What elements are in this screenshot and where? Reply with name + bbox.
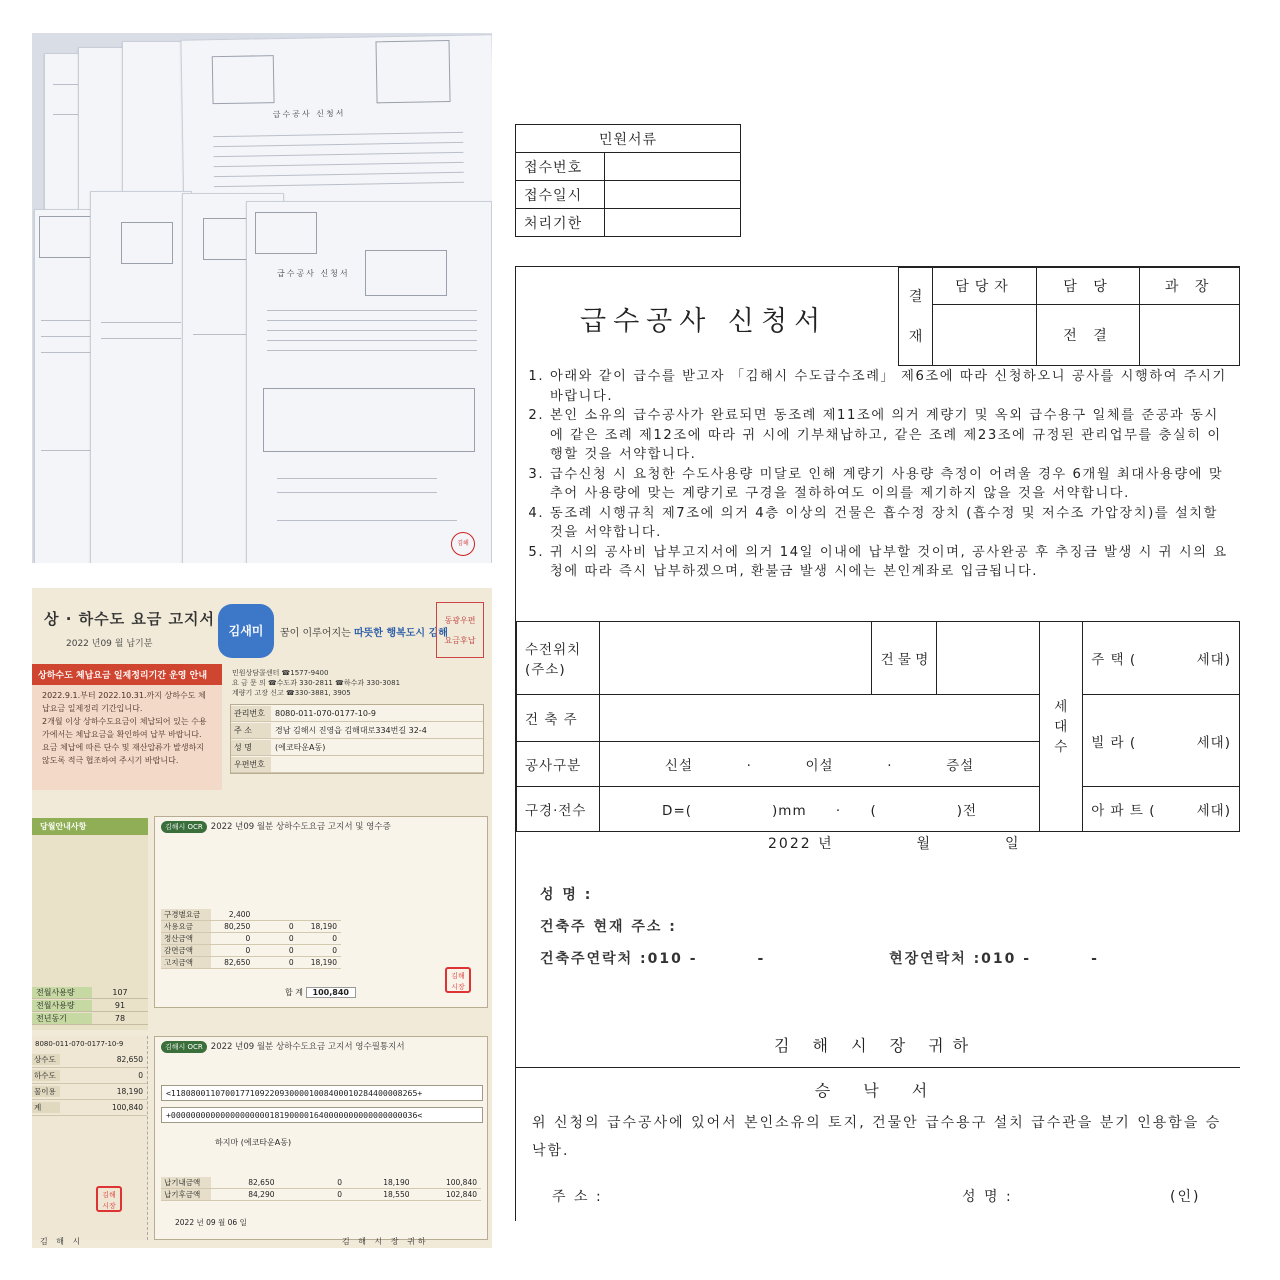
consent-seal-mark: (인) [1170, 1189, 1201, 1205]
postage-mark: 동광우편 요금후납 [436, 602, 484, 658]
deadline-label: 처리기한 [516, 209, 605, 237]
approval-col-chief: 과 장 [1140, 268, 1240, 305]
city-slogan: 꿈이 이루어지는 따뜻한 행복도시 김해 [280, 628, 448, 639]
application-grid [516, 621, 1240, 832]
bill-footer-right: 김 해 시 장 귀하 [342, 1237, 429, 1246]
photo-stacked-forms [32, 33, 492, 563]
receipt-datetime-label: 접수일시 [516, 181, 605, 209]
consent-section [516, 1067, 1240, 1205]
bill-title: 상 · 하수도 요금 고지서 [44, 610, 215, 628]
total-amount: 합 계 100,840 [285, 987, 356, 998]
deadline-field[interactable] [605, 209, 741, 237]
mascot-logo: 김새미 [218, 604, 274, 658]
caliber-field[interactable]: D=( )mm · ( )전 [599, 787, 1039, 832]
clause-1: 1. 아래와 같이 급수를 받고자 「김해시 수도급수조례」 제6조에 따라 신청하오니 공사를 시행하여 주시기 바랍니다. [550, 367, 1232, 406]
approval-side: 결 재 [899, 268, 933, 366]
photo-water-bill [32, 588, 492, 1248]
option-new[interactable]: 신설 [664, 758, 694, 774]
amount-table: 구경별요금 2,400 사용요금 80,250 0 18,190 정산금액 0 0 0 감면금액 0 0 0 고지금액 82,650 0 18,190 [161, 909, 341, 969]
due-amounts: 납기내금액 82,650 0 18,190 100,840 납기후금액 84,290 0 18,550 102,840 [161, 1177, 481, 1201]
clause-2: 2. 본인 소유의 급수공사가 완료되면 동조례 제11조에 의거 계량기 및 옥외 급수용구 일체를 준공과 동시에 같은 조례 제12조에 따라 귀 시에 기부채납하고, 같은 조례 제23조에 규정된 관리업무를 충실히 이행할 것을 서약합니다. [550, 406, 1232, 465]
households-label: 세 대 수 [1040, 622, 1083, 832]
clause-3: 3. 급수신청 시 요청한 수도사용량 미달로 인해 계량기 사용량 측정이 어려울 경우 6개월 최대사용량에 맞추어 사용량에 맞는 계량기로 구경을 절하하여도 이의를 제기하지 않을 것을 서약합니다. [550, 465, 1232, 504]
customer-info-table: 관리번호 8080-011-070-0177-10-9 주 소 경남 김해시 진영읍 김해대로334번길 32-4 성 명 (에코타운A동) 우편번호 [230, 704, 484, 774]
sheet-title: 급수공사 신청서 [272, 108, 346, 120]
overdue-notice: 상하수도 체납요금 일제정리기간 운영 안내 2022.9.1.부터 2022.10.31.까지 상하수도 체납요금 일제정리 기간입니다. 2개월 이상 상하수도요금이 체납되어 있는 수용가에서는 체납요금을 확인하여 납부 바랍니다. 요금 체납에 따른 단수 및 재산압류가 발생하지 않도록 적극 협조하여 주시기 바랍니다. [32, 664, 222, 790]
application-date: 2022 년 월 일 [768, 836, 1021, 852]
payer-name: 하지마 (에코타운A동) [215, 1138, 292, 1147]
clause-4: 4. 동조례 시행규칙 제7조에 의거 4층 이상의 건물은 흡수정 장치 (흡수정 및 저수조 가압장치)를 설치할것을 서약합니다. [550, 504, 1232, 543]
applicant-name-label: 성 명 : [540, 887, 593, 903]
villa-count[interactable]: 빌 라 ( 세대) [1083, 695, 1240, 787]
receipt-number-label: 접수번호 [516, 153, 605, 181]
option-expand[interactable]: 증설 [946, 758, 975, 774]
clerk-table [515, 124, 741, 237]
caliber-label: 구경·전수 [517, 787, 600, 832]
approval-col-staff: 담당자 [933, 268, 1037, 305]
bill-period: 2022 년09 월 납기분 [66, 639, 153, 649]
form-title: 급수공사 신청서 [580, 306, 828, 337]
apartment-count[interactable]: 아 파 트 ( 세대) [1083, 787, 1240, 832]
clause-5: 5. 귀 시의 공사비 납부고지서에 의거 14일 이내에 납부할 것이며, 공사완공 후 추징금 발생 시 귀 시의 요청에 따라 즉시 납부하겠으며, 환불금 발생 시에는 본인계좌로 입금됩니다. [550, 543, 1232, 582]
location-field[interactable] [599, 622, 872, 695]
receipt-date: 2022 년 09 월 06 일 [175, 1218, 247, 1227]
consent-title: 승 낙 서 [814, 1081, 942, 1100]
receipt-number-field[interactable] [605, 153, 741, 181]
ocr-code-line: +00000000000000000000181900001640000000000000000036< [161, 1107, 483, 1123]
monthly-guide: 당월안내사항 [32, 818, 148, 1030]
location-label: 수전위치 (주소) [517, 622, 600, 695]
sheet-title: 급수공사 신청서 [277, 269, 350, 278]
bill-footer-left: 김 해 시 [40, 1237, 84, 1246]
contact-line: 건축주연락처 :010 - - 현장연락처 :010 - - [540, 951, 1099, 967]
terms-clauses [526, 367, 1232, 582]
application-body [515, 266, 1240, 1221]
payment-confirmation: 김해시 OCR 2022 년09 월분 상하수도요금 고지서 영수필통지서 <11808001107001771092209300001008400010284400008265+ +00000000000000000000181900001640000000000000000036< 하지마 (에코타운A동) 납기내금액 82,650 0 18,190 100,840 납기후금액 84,290 0 18,550 102,840 2022 년 09 월 06 일 [154, 1036, 488, 1240]
approval-delegated: 전 결 [1036, 305, 1140, 366]
approval-sign-chief[interactable] [1140, 305, 1240, 366]
city-seal-stamp: 김해 시장 [445, 967, 471, 993]
work-type-options[interactable]: 신설 · 이설 · 증설 [599, 742, 1039, 787]
consent-name-label: 성 명 : [962, 1189, 1013, 1205]
form-sheet [90, 191, 192, 563]
consent-address-label: 주 소 : [552, 1189, 603, 1205]
receipt-stub: 8080-011-070-0177-10-9 상수도 82,650 하수도 0 물이용 18,190 계 100,840 김해 시장 [32, 1036, 148, 1240]
red-seal-stamp: 김해 [451, 532, 475, 556]
option-relocate[interactable]: 이설 [805, 758, 834, 774]
approval-col-manager: 담 당 [1036, 268, 1140, 305]
owner-address-label: 건축주 현재 주소 : [540, 919, 677, 935]
water-supply-application-form [515, 60, 1245, 1230]
city-seal-stamp: 김해 시장 [96, 1186, 122, 1212]
receipt-datetime-field[interactable] [605, 181, 741, 209]
addressee-mayor: 김 해 시 장 귀하 [774, 1036, 978, 1055]
work-type-label: 공사구분 [517, 742, 600, 787]
clerk-header: 민원서류 [516, 125, 741, 153]
consent-body: 위 신청의 급수공사에 있어서 본인소유의 토지, 건물안 급수용구 설치 급수관을 분기 인용함을 승낙함. [532, 1115, 1222, 1159]
contact-info: 민원상담콜센터 ☎1577-9400 요 금 문 의 ☎수도과 330-2811 ☎하수과 330-3081 계량기 고장 신고 ☎330-3881, 3905 [232, 669, 401, 697]
house-count[interactable]: 주 택 ( 세대) [1083, 622, 1240, 695]
owner-field[interactable] [599, 695, 1039, 742]
approval-sign-staff[interactable] [933, 305, 1037, 366]
approval-box [898, 267, 1240, 366]
usage-history: 전월사용량 107 전월사용량 91 전년동기 78 [32, 986, 148, 1025]
building-field[interactable] [937, 622, 1040, 695]
applicant-signature-block [540, 879, 1099, 975]
owner-label: 건 축 주 [517, 695, 600, 742]
bill-receipt: 김해시 OCR 2022 년09 월분 상하수도요금 고지서 및 영수증 구경별요금 2,400 사용요금 80,250 0 18,190 정산금액 0 0 0 감면금액 0 0 0 고지금액 82,650 0 18,190 합 계 100,840 김해 시장 [154, 816, 488, 1008]
form-sheet [246, 201, 492, 563]
ocr-code-line: <11808001107001771092209300001008400010284400008265+ [161, 1085, 483, 1101]
building-label: 건 물 명 [872, 622, 937, 695]
